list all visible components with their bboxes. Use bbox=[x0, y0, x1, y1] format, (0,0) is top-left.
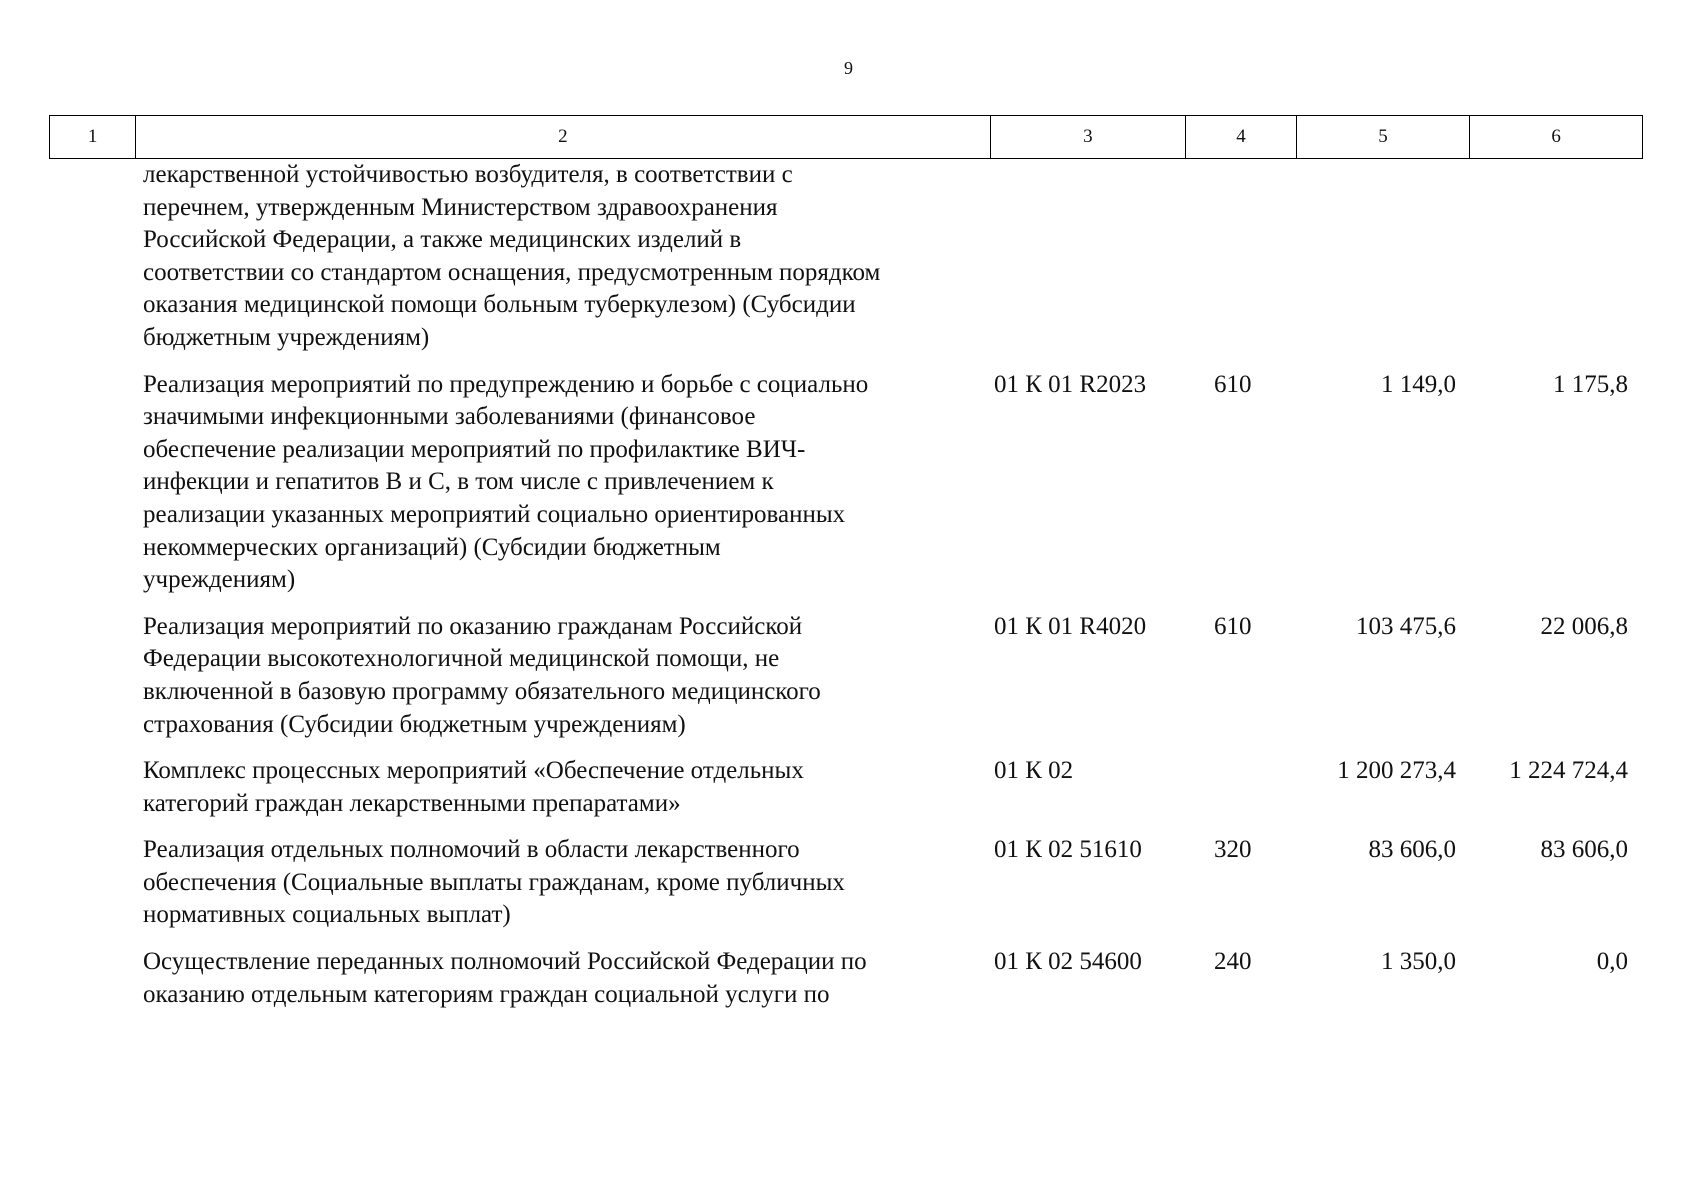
description-line: нормативных социальных выплат) bbox=[143, 901, 511, 929]
table-row bbox=[49, 369, 1643, 597]
target-article-code: 01 К 02 51610 bbox=[994, 836, 1142, 864]
description-line: страхования (Субсидии бюджетным учреждениям) bbox=[143, 710, 686, 738]
description-line: инфекции и гепатитов B и C, в том числе с привлечением к bbox=[143, 468, 774, 496]
description-line: лекарственной устойчивостью возбудителя, в соответствии с bbox=[143, 161, 793, 188]
expense-type-code bbox=[1181, 755, 1291, 820]
description-line: включенной в базовую программу обязательного медицинского bbox=[143, 677, 821, 705]
budget-table-body bbox=[49, 159, 1643, 1025]
amount-column-5: 103 475,6 bbox=[1356, 612, 1456, 640]
description-line: оказания медицинской помощи больным туберкулезом) (Субсидии bbox=[143, 291, 856, 319]
expense-type-code: 320 bbox=[1214, 836, 1252, 864]
description-line: перечнем, утвержденным Министерством здравоохранения bbox=[143, 193, 778, 221]
expense-type-code: 240 bbox=[1214, 948, 1252, 976]
row-description bbox=[49, 946, 986, 1011]
amount-column-6: 1 175,8 bbox=[1553, 370, 1628, 398]
expense-type-code: 610 bbox=[1214, 612, 1252, 640]
table-row bbox=[49, 755, 1643, 820]
column-number-4: 4 bbox=[1186, 116, 1296, 159]
description-line: обеспечения (Социальные выплаты гражданам, кроме публичных bbox=[143, 868, 845, 896]
amount-column-6: 1 224 724,4 bbox=[1509, 757, 1628, 785]
target-article-code: 01 К 02 bbox=[994, 757, 1074, 785]
description-line: бюджетным учреждениям) bbox=[143, 323, 430, 351]
amount-column-6 bbox=[1464, 159, 1636, 355]
table-row bbox=[49, 946, 1643, 1011]
description-line: некоммерческих организаций) (Субсидии бюджетным bbox=[143, 533, 721, 561]
page-number: 9 bbox=[844, 58, 853, 78]
description-line: категорий граждан лекарственными препаратами» bbox=[143, 789, 681, 817]
row-description bbox=[49, 611, 986, 741]
description-line: Реализация мероприятий по оказанию гражданам Российской bbox=[143, 612, 803, 640]
column-number-2: 2 bbox=[136, 116, 990, 159]
description-line: значимыми инфекционными заболеваниями (финансовое bbox=[143, 403, 756, 431]
description-line: Реализация мероприятий по предупреждению и борьбе с социально bbox=[143, 370, 869, 398]
target-article-code: 01 К 01 R4020 bbox=[994, 612, 1147, 640]
column-number-6: 6 bbox=[1470, 116, 1643, 159]
target-article-code: 01 К 01 R2023 bbox=[994, 370, 1147, 398]
amount-column-5: 1 149,0 bbox=[1381, 370, 1456, 398]
table-row bbox=[49, 611, 1643, 741]
description-line: оказанию отдельным категориям граждан социальной услуги по bbox=[143, 980, 830, 1008]
expense-type-code bbox=[1181, 159, 1291, 355]
row-description bbox=[49, 369, 986, 597]
amount-column-6: 83 606,0 bbox=[1540, 836, 1628, 864]
column-number-5: 5 bbox=[1296, 116, 1470, 159]
description-line: реализации указанных мероприятий социально ориентированных bbox=[143, 500, 846, 528]
target-article-code bbox=[986, 159, 1181, 355]
description-line: обеспечение реализации мероприятий по профилактике ВИЧ- bbox=[143, 435, 806, 463]
column-number-3: 3 bbox=[990, 116, 1186, 159]
amount-column-6: 0,0 bbox=[1596, 948, 1628, 976]
description-line: Федерации высокотехнологичной медицинской помощи, не bbox=[143, 645, 780, 673]
description-line: соответствии со стандартом оснащения, предусмотренным порядком bbox=[143, 258, 881, 286]
amount-column-5 bbox=[1291, 159, 1464, 355]
row-description bbox=[49, 834, 986, 932]
amount-column-6: 22 006,8 bbox=[1540, 612, 1628, 640]
description-line: Комплекс процессных мероприятий «Обеспечение отдельных bbox=[143, 757, 804, 785]
column-number-1: 1 bbox=[50, 116, 136, 159]
table-row bbox=[49, 834, 1643, 932]
expense-type-code: 610 bbox=[1214, 370, 1252, 398]
description-line: учреждениям) bbox=[143, 566, 296, 594]
table-row bbox=[49, 159, 1643, 355]
amount-column-5: 1 350,0 bbox=[1381, 948, 1456, 976]
amount-column-5: 1 200 273,4 bbox=[1337, 757, 1456, 785]
description-line: Российской Федерации, а также медицинских изделий в bbox=[143, 226, 742, 254]
row-description bbox=[49, 159, 986, 355]
description-line: Осуществление переданных полномочий Российской Федерации по bbox=[143, 948, 867, 976]
column-header-row bbox=[49, 115, 1643, 159]
row-description bbox=[49, 755, 986, 820]
description-line: Реализация отдельных полномочий в области лекарственного bbox=[143, 836, 800, 864]
target-article-code: 01 К 02 54600 bbox=[994, 948, 1142, 976]
amount-column-5: 83 606,0 bbox=[1368, 836, 1456, 864]
